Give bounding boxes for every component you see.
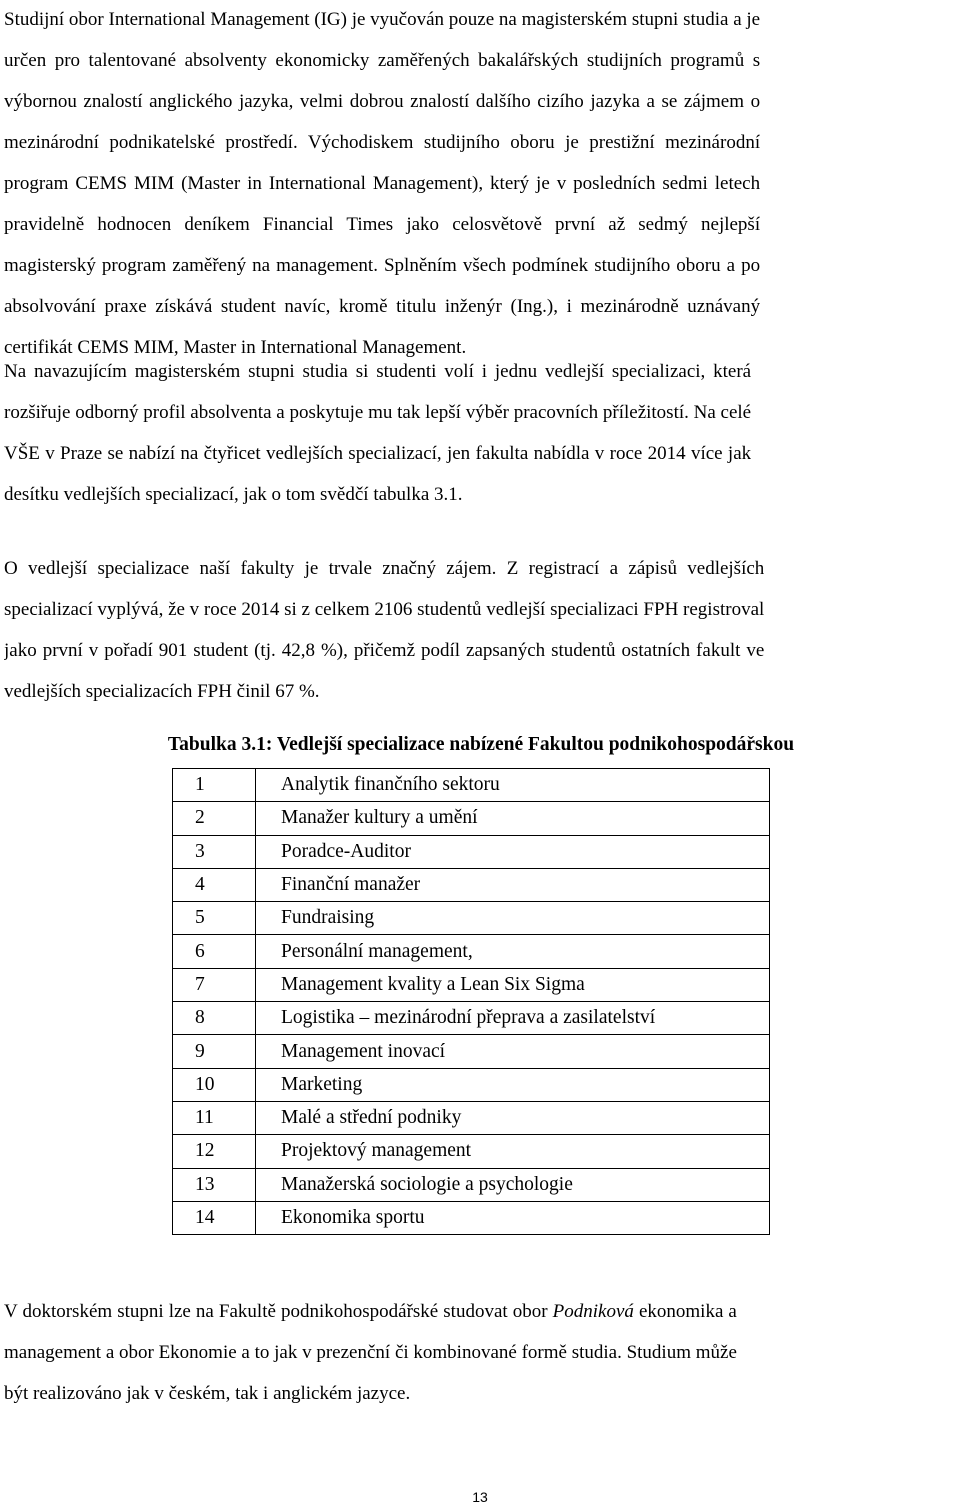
paragraph-text: V doktorském stupni lze na Fakultě podnikohospodářské studovat obor (4, 1301, 553, 1322)
paragraph-line: magisterský program zaměřený na management. Splněním všech podmínek studijního oboru a po (4, 255, 761, 276)
table-row (173, 769, 770, 802)
table-cell-specialization: Analytik finančního sektoru (256, 769, 770, 802)
table-cell-number: 5 (173, 902, 256, 935)
paragraph-text: ekonomika a (633, 1301, 737, 1322)
italic-term: Podniková (552, 1301, 634, 1322)
table-cell-specialization: Ekonomika sportu (256, 1201, 770, 1234)
paragraph-minor-specializations (4, 351, 751, 515)
paragraph-line: Studijní obor International Management (IG) je vyučován pouze na magisterském stupni studia a je (4, 9, 761, 30)
table-row (173, 1101, 770, 1134)
table-cell-specialization: Projektový management (256, 1135, 770, 1168)
paragraph-line: specializací vyplývá, že v roce 2014 si z celkem 2106 studentů vedlejší specializaci FPH registroval (4, 599, 765, 620)
table-row (173, 1168, 770, 1201)
paragraph-line: management a obor Ekonomie a to jak v prezenční či kombinované formě studia. Studium může (4, 1342, 737, 1363)
table-cell-number: 2 (173, 802, 256, 835)
paragraph-line: jako první v pořadí 901 student (tj. 42,8 %), přičemž podíl zapsaných studentů ostatních fakult ve (4, 640, 765, 661)
paragraph-line: mezinárodní podnikatelské prostředí. Východiskem studijního oboru je prestižní mezinárodní (4, 132, 761, 153)
table-cell-number: 9 (173, 1035, 256, 1068)
paragraph-doctoral-study (4, 1291, 737, 1414)
paragraph-registration-stats (4, 548, 764, 712)
table-cell-specialization: Marketing (256, 1068, 770, 1101)
table-cell-specialization: Manažer kultury a umění (256, 802, 770, 835)
table-cell-number: 4 (173, 868, 256, 901)
table-row (173, 802, 770, 835)
table-cell-specialization: Logistika – mezinárodní přeprava a zasilatelství (256, 1002, 770, 1035)
page-number: 13 (472, 1489, 488, 1505)
table-cell-specialization: Malé a střední podniky (256, 1101, 770, 1134)
paragraph-line: Na navazujícím magisterském stupni studia si studenti volí i jednu vedlejší specializaci, která (4, 361, 752, 382)
paragraph-line: absolvování praxe získává student navíc, kromě titulu inženýr (Ing.), i mezinárodně uznávaný (4, 296, 761, 317)
paragraph-line (4, 1291, 737, 1332)
table-row (173, 935, 770, 968)
paragraph-line: VŠE v Praze se nabízí na čtyřicet vedlejších specializací, jen fakulta nabídla v roce 2014 více jak (4, 443, 752, 464)
paragraph-line: certifikát CEMS MIM, Master in International Management. (4, 337, 467, 358)
table-row (173, 835, 770, 868)
table-cell-number: 6 (173, 935, 256, 968)
table-cell-number: 3 (173, 835, 256, 868)
table-caption: Tabulka 3.1: Vedlejší specializace nabízené Fakultou podnikohospodářskou (167, 734, 795, 755)
table-row (173, 1135, 770, 1168)
table-cell-number: 7 (173, 968, 256, 1001)
table-row (173, 868, 770, 901)
table-cell-specialization: Manažerská sociologie a psychologie (256, 1168, 770, 1201)
table-row (173, 902, 770, 935)
paragraph-line: desítku vedlejších specializací, jak o tom svědčí tabulka 3.1. (4, 484, 463, 505)
table-row (173, 1002, 770, 1035)
paragraph-line: pravidelně hodnocen deníkem Financial Times jako celosvětově první až sedmý nejlepší (4, 214, 761, 235)
paragraph-line: O vedlejší specializace naší fakulty je trvale značný zájem. Z registrací a zápisů vedlejších (4, 558, 765, 579)
table-row (173, 1068, 770, 1101)
table-cell-specialization: Poradce-Auditor (256, 835, 770, 868)
paragraph-line: program CEMS MIM (Master in International Management), který je v posledních sedmi letech (4, 173, 761, 194)
paragraph-line: být realizováno jak v českém, tak i anglickém jazyce. (4, 1383, 411, 1404)
table-cell-specialization: Management kvality a Lean Six Sigma (256, 968, 770, 1001)
table-cell-specialization: Finanční manažer (256, 868, 770, 901)
table-cell-number: 10 (173, 1068, 256, 1101)
table-cell-number: 8 (173, 1002, 256, 1035)
paragraph-line: vedlejších specializacích FPH činil 67 %. (4, 681, 320, 702)
paragraph-line: výbornou znalostí anglického jazyka, velmi dobrou znalostí dalšího cizího jazyka a se zájmem o (4, 91, 761, 112)
table-cell-number: 12 (173, 1135, 256, 1168)
table-row (173, 1035, 770, 1068)
table-cell-number: 13 (173, 1168, 256, 1201)
table-cell-specialization: Personální management, (256, 935, 770, 968)
paragraph-international-management (4, 0, 760, 368)
specializations-table (172, 768, 770, 1235)
table-cell-specialization: Fundraising (256, 902, 770, 935)
paragraph-line: určen pro talentované absolventy ekonomicky zaměřených bakalářských studijních programů s (4, 50, 761, 71)
table-cell-number: 11 (173, 1101, 256, 1134)
paragraph-line: rozšiřuje odborný profil absolventa a poskytuje mu tak lepší výběr pracovních příležitostí. Na celé (4, 402, 752, 423)
table-row (173, 1201, 770, 1234)
table-row (173, 968, 770, 1001)
table-cell-number: 14 (173, 1201, 256, 1234)
table-cell-specialization: Management inovací (256, 1035, 770, 1068)
table-cell-number: 1 (173, 769, 256, 802)
